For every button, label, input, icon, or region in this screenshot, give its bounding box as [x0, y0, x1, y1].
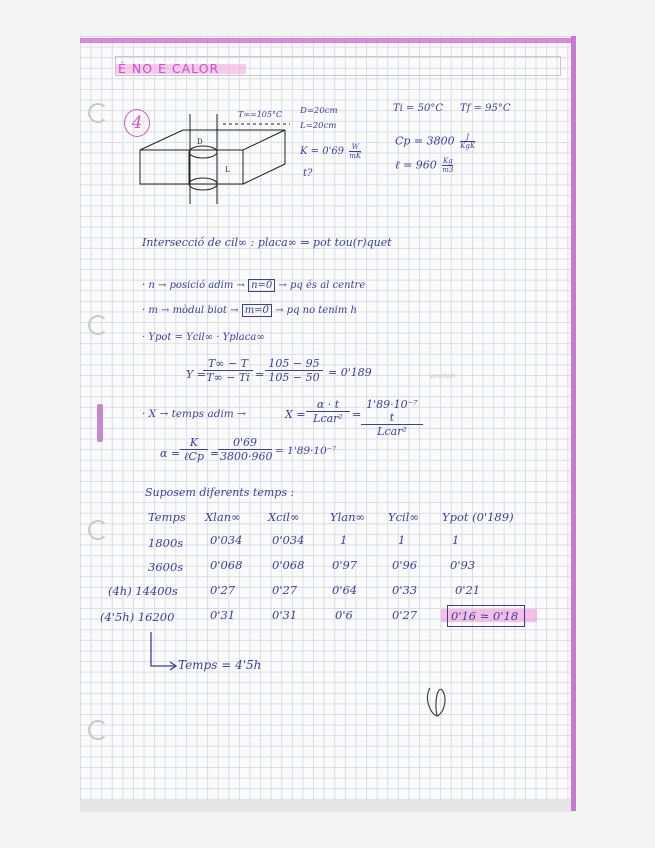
- table-header-xlan: Xlan∞: [205, 510, 241, 524]
- alpha-frac1-num: K: [180, 436, 208, 450]
- conclusion: Temps = 4'5h: [178, 658, 262, 672]
- table-row-4-ypot: 0'16 ≃ 0'18: [451, 609, 519, 623]
- given-cp-unit-num: J: [460, 133, 475, 142]
- ypot-line: · Ypot = Ycil∞ · Yplaca∞: [142, 332, 265, 343]
- table-row-1-xcil: 0'034: [272, 533, 305, 547]
- bullet-m-boxed: m=0: [242, 304, 272, 317]
- table-row-3-ylan: 0'64: [332, 583, 358, 597]
- table-row-2-xcil: 0'068: [272, 558, 305, 572]
- page-title: É NO E CALOR: [118, 61, 220, 76]
- top-margin-line: [80, 38, 572, 43]
- x-line-frac2-num: 1'89·10⁻⁷ t: [361, 398, 423, 425]
- alpha-frac1-den: ℓCp: [183, 450, 205, 463]
- table-row-3-ycil: 0'33: [392, 583, 418, 597]
- alpha-frac1: [180, 436, 208, 463]
- alpha-frac2-num: 0'69: [218, 436, 272, 450]
- alpha-frac2: [218, 436, 272, 463]
- table-row-3-temps: (4h) 14400s: [108, 584, 178, 598]
- table-row-4-temps: (4'5h) 16200: [100, 610, 175, 624]
- given-k-unit-den: mK: [349, 152, 362, 160]
- x-line-frac1-den: Lcar²: [313, 412, 343, 425]
- table-header-ypot: Ypot (0'189): [442, 510, 514, 524]
- binder-hole-1: [88, 103, 108, 123]
- x-line-left: · X → temps adim →: [142, 408, 246, 420]
- page-edge: [571, 36, 576, 811]
- table-row-3-xcil: 0'27: [272, 583, 298, 597]
- bullet-n-left: · n → posició adim →: [142, 280, 245, 291]
- table-row-2-ycil: 0'96: [392, 558, 418, 572]
- bullet-n-right: → pq és al centre: [278, 280, 366, 291]
- table-header-ylan: Ylan∞: [330, 510, 366, 524]
- fig-label-D: D: [197, 138, 203, 146]
- given-ti: Ti = 50°C: [393, 103, 443, 114]
- intersection-line: Intersecció de cil∞ : placa∞ ⇒ pot tou(r)quet: [142, 236, 392, 249]
- table-row-3-xlan: 0'27: [210, 583, 236, 597]
- given-cp-value: Cp = 3800: [395, 134, 455, 148]
- given-diameter: D=20cm: [300, 106, 338, 116]
- page-shadow: [80, 800, 572, 812]
- given-tf: Tf = 95°C: [460, 103, 511, 114]
- table-row-3-ypot: 0'21: [455, 583, 481, 597]
- table-header-temps: Temps: [148, 510, 186, 524]
- table-row-2-temps: 3600s: [148, 560, 184, 574]
- watermark: wuolah: [430, 372, 456, 380]
- binder-hole-2: [88, 315, 108, 335]
- bullet-n-boxed: n=0: [248, 279, 275, 292]
- y-eq-frac2-den: 105 − 50: [268, 371, 320, 384]
- binder-hole-3: [88, 520, 108, 540]
- table-row-4-ylan: 0'6: [335, 608, 353, 622]
- y-eq-frac1-num: T∞ − T: [203, 357, 253, 371]
- x-line-eq: =: [352, 408, 362, 421]
- alpha-eq: =: [210, 447, 220, 460]
- given-rho-unit-den: m3: [442, 166, 454, 174]
- table-row-1-temps: 1800s: [148, 536, 184, 550]
- given-rho-value: ℓ = 960: [395, 158, 437, 172]
- bullet-m-right: → pq no tenim h: [275, 305, 357, 316]
- x-line-frac2: [361, 398, 423, 438]
- table-row-4-xcil: 0'31: [272, 608, 298, 622]
- given-tinf: T∞=105°C: [238, 110, 283, 119]
- table-row-4-xlan: 0'31: [210, 608, 236, 622]
- table-row-2-ypot: 0'93: [450, 558, 476, 572]
- table-header-xcil: Xcil∞: [268, 510, 300, 524]
- page-tab: [97, 404, 103, 442]
- table-row-1-xlan: 0'034: [210, 533, 243, 547]
- given-length: L=20cm: [300, 121, 337, 131]
- alpha-frac2-den: 3800·960: [220, 450, 273, 463]
- table-row-4-ycil: 0'27: [392, 608, 418, 622]
- bullet-m: [142, 305, 357, 316]
- x-line-lhs: X =: [285, 408, 306, 421]
- table-row-1-ycil: 1: [398, 533, 406, 547]
- alpha-lhs: α =: [160, 447, 181, 460]
- x-line-frac1-num: α · t: [306, 398, 350, 412]
- given-k-value: K = 0'69: [300, 146, 345, 157]
- alpha-result: = 1'89·10⁻⁷: [275, 445, 337, 457]
- given-rho-unit-num: Kg: [442, 157, 453, 165]
- table-row-2-ylan: 0'97: [332, 558, 358, 572]
- bullet-m-left: · m → mòdul biot →: [142, 305, 239, 316]
- suppose-line: Suposem diferents temps :: [145, 486, 295, 499]
- y-eq-frac2: [265, 357, 323, 384]
- y-eq-frac2-num: 105 − 95: [265, 357, 323, 371]
- y-eq-frac1: [203, 357, 253, 384]
- given-cp: [395, 133, 475, 150]
- given-unknown: t?: [303, 168, 313, 179]
- given-cp-unit-den: KgK: [460, 142, 476, 150]
- problem-number: 4: [124, 109, 150, 137]
- x-line-frac2-den: Lcar²: [377, 425, 407, 438]
- geometry-sketch: [135, 112, 290, 207]
- table-header-ycil: Ycil∞: [388, 510, 419, 524]
- y-eq-frac1-den: T∞ − Ti: [206, 371, 250, 384]
- table-row-1-ylan: 1: [340, 533, 348, 547]
- y-eq-lhs: Y =: [186, 368, 206, 381]
- y-eq-eq: =: [255, 368, 265, 381]
- table-row-1-ypot: 1: [452, 533, 460, 547]
- y-eq-result: = 0'189: [328, 366, 372, 379]
- binder-hole-4: [88, 720, 108, 740]
- table-row-2-xlan: 0'068: [210, 558, 243, 572]
- given-k-unit-num: W: [349, 143, 361, 152]
- given-rho: [395, 157, 453, 174]
- doodle-mark: [422, 684, 452, 720]
- bullet-n: [142, 280, 365, 291]
- fig-label-L: L: [225, 166, 230, 174]
- x-line-frac1: [306, 398, 350, 425]
- given-k: [300, 143, 361, 160]
